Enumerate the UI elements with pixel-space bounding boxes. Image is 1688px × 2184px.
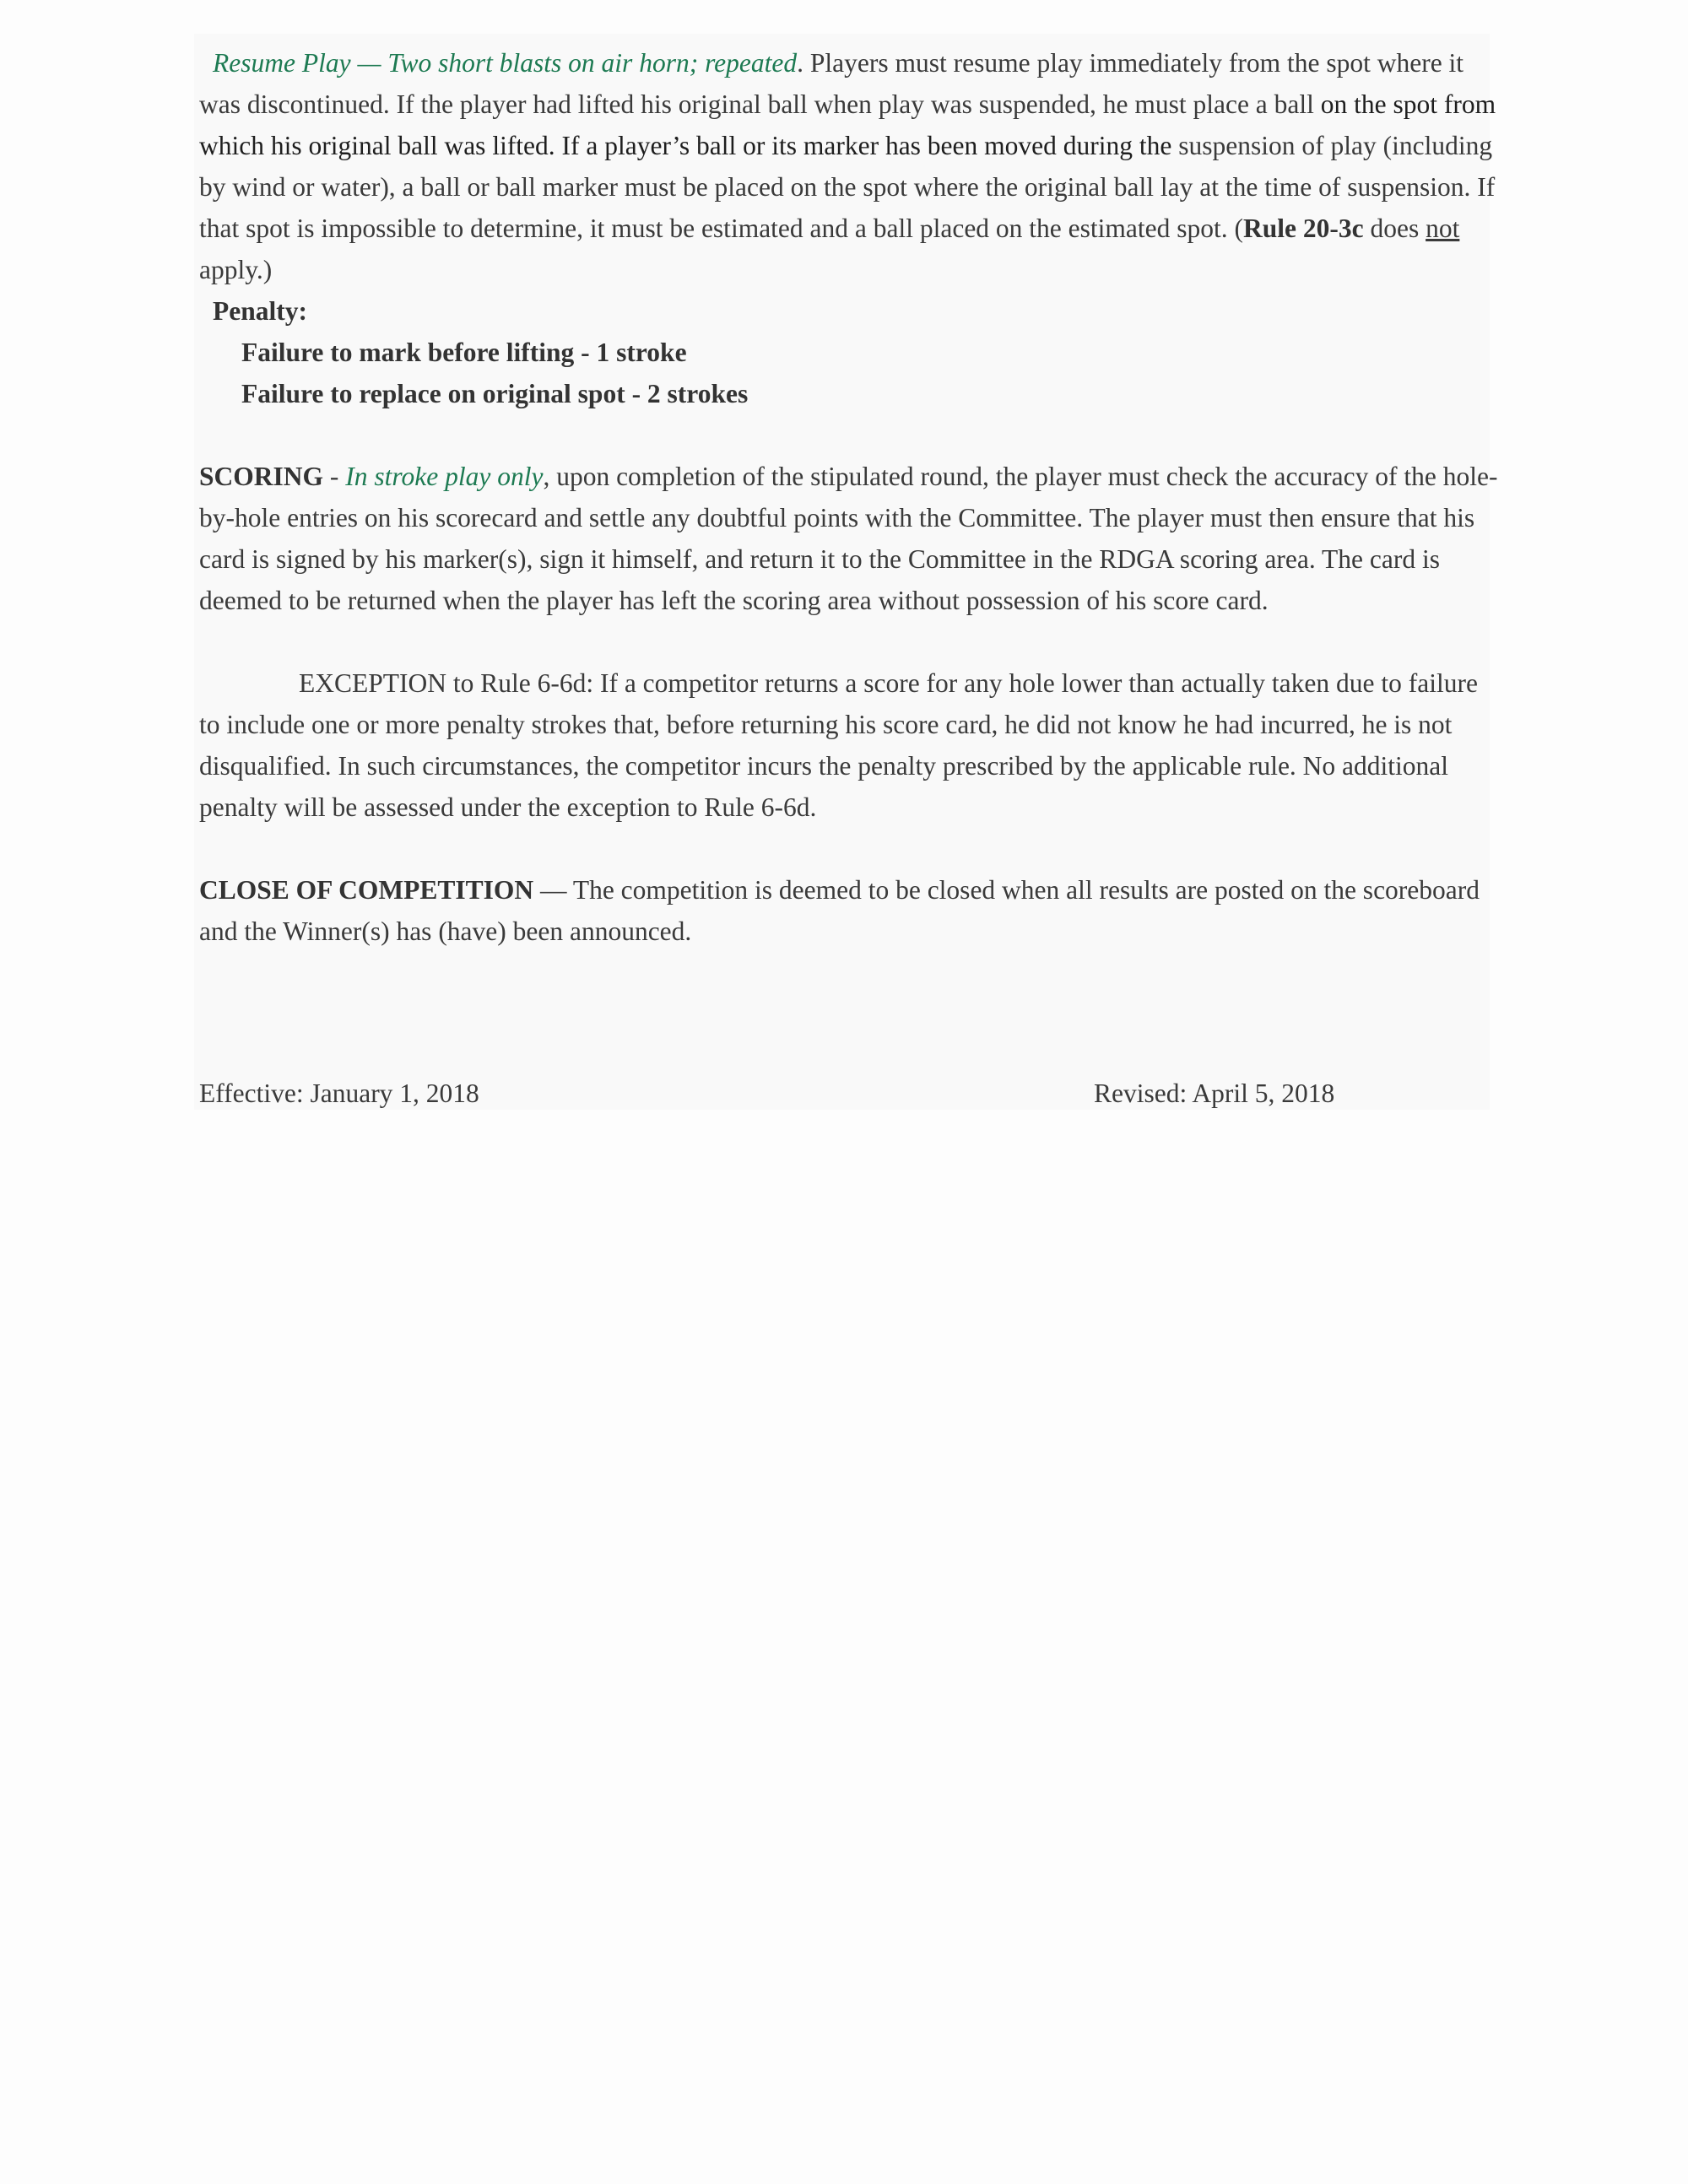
- revised-date: Revised: April 5, 2018: [1094, 1078, 1335, 1108]
- close-paragraph: [199, 869, 1499, 952]
- resume-play-signal: Two short blasts on air horn; repeated: [387, 48, 798, 78]
- resume-play-text-2: suspension of play (including by wind or water), a ball or ball marker must be placed on the spot where the original ball lay at the time of suspension. If that spot is impossible to determine, it must be estimated and a ball placed on the estimated spot. (: [199, 131, 1496, 243]
- penalty-heading: Penalty:: [213, 296, 307, 326]
- scoring-dash: -: [323, 462, 346, 491]
- resume-play-period: .: [797, 48, 803, 78]
- scoring-heading: SCORING: [199, 462, 324, 491]
- penalty-item-replace: Failure to replace on original spot - 2 strokes: [241, 379, 749, 408]
- rule-does: does: [1363, 214, 1426, 243]
- exception-paragraph: EXCEPTION to Rule 6-6d: If a competitor returns a score for any hole lower than actually taken due to failure to include one or more penalty strokes that, before returning his score card, he did not know he had incurred, he is not disqualified. In such circumstances, the competitor incurs the penalty prescribed by the applicable rule. No additional penalty will be assessed under the exception to Rule 6-6d.: [199, 668, 1478, 822]
- rule-not: not: [1426, 214, 1460, 243]
- document-body: [199, 42, 1499, 952]
- rule-reference: Rule 20-3c: [1243, 214, 1364, 243]
- close-heading: CLOSE OF COMPETITION: [199, 875, 534, 905]
- resume-play-text-dark: on the spot from which his original ball was lifted. If a player’s ball or its marker has been moved during the: [199, 89, 1496, 160]
- close-text: — The competition is deemed to be closed when all results are posted on the scoreboard and the Winner(s) has (have) been announced.: [199, 875, 1480, 946]
- resume-play-heading: Resume Play: [213, 48, 351, 78]
- resume-play-dash: —: [350, 48, 388, 78]
- scoring-qualifier: In stroke play only: [345, 462, 544, 491]
- resume-play-paragraph: [199, 42, 1499, 290]
- scoring-paragraph: [199, 456, 1499, 621]
- effective-date: Effective: January 1, 2018: [199, 1078, 479, 1108]
- penalty-item-mark: Failure to mark before lifting - 1 stroke: [241, 338, 687, 367]
- scoring-text: , upon completion of the stipulated round, the player must check the accuracy of the hole-by-hole entries on his scorecard and settle any doubtful points with the Committee. The player must then ensure that his card is signed by his marker(s), sign it himself, and return it to the Committee in the RDGA scoring area. The card is deemed to be returned when the player has left the scoring area without possession of his score card.: [199, 462, 1498, 615]
- resume-play-text-1: Players must resume play immediately from the spot where it was discontinued. If the player had lifted his original ball when play was suspended, he must place a ball: [199, 48, 1464, 119]
- rule-apply: apply.): [199, 255, 273, 284]
